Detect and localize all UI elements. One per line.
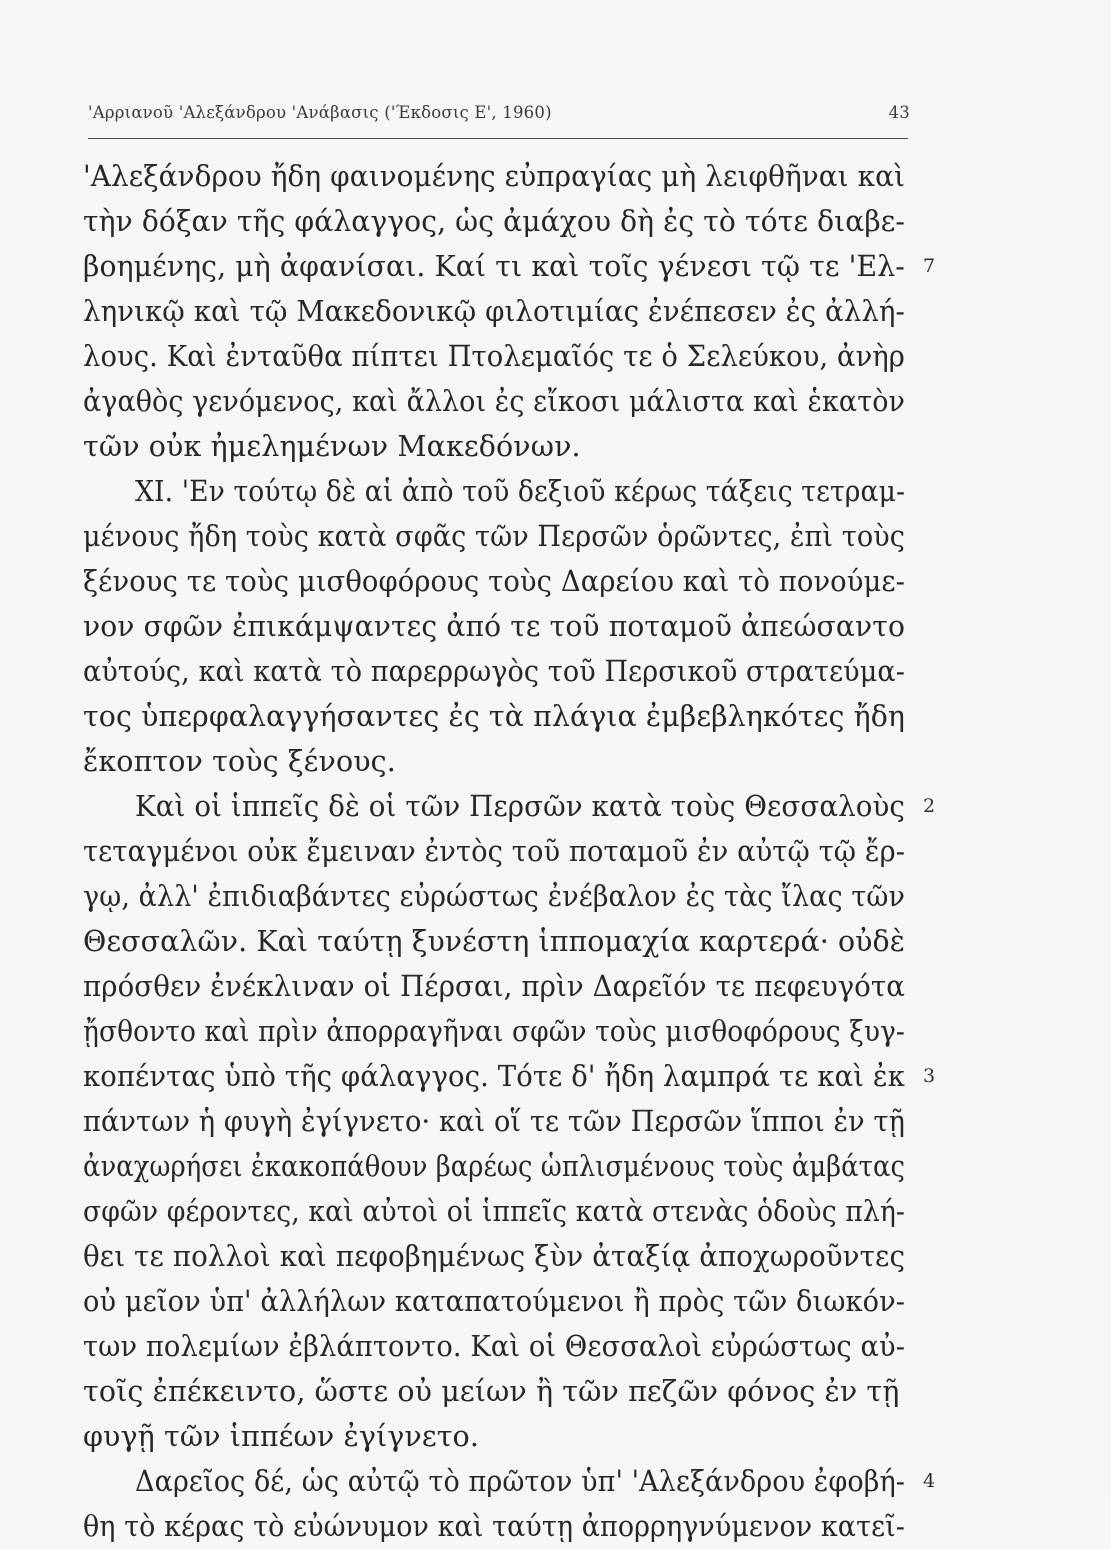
line-text: οὐ μεῖον ὑπ' ἀλλήλων καταπατούμενοι ἢ πρὸς τῶν διωκόν- [83, 1285, 906, 1318]
line-text: κοπέντας ὑπὸ τῆς φάλαγγος. Τότε δ' ἤδη λαμπρά τε καὶ ἐκ [83, 1060, 906, 1093]
line-text: ἀγαθὸς γενόμενος, καὶ ἄλλοι ἐς εἴκοσι μάλιστα καὶ ἑκατὸν [83, 385, 905, 418]
text-line [83, 784, 936, 829]
margin-section-number: 7 [923, 255, 936, 277]
text-line [83, 154, 913, 199]
text-line [83, 1414, 913, 1459]
text-line [83, 829, 913, 874]
line-text: θει τε πολλοὶ καὶ πεφοβημένως ξὺν ἀταξίᾳ ἀποχωροῦντες [83, 1240, 906, 1273]
line-text: 'Αλεξάνδρου ἤδη φαινομένης εὐπραγίας μὴ λειφθῆναι καὶ [83, 160, 906, 193]
text-line [83, 1369, 913, 1414]
line-text: τεταγμένοι οὐκ ἔμειναν ἐντὸς τοῦ ποταμοῦ ἐν αὐτῷ τῷ ἔρ- [83, 835, 906, 868]
line-text: λους. Καὶ ἐνταῦθα πίπτει Πτολεμαῖός τε ὁ Σελεύκου, ἀνὴρ [83, 340, 905, 373]
page-number: 43 [888, 103, 910, 122]
text-line [83, 1054, 936, 1099]
line-text: αὐτούς, καὶ κατὰ τὸ παρερρωγὸς τοῦ Περσικοῦ στρατεύμα- [83, 655, 905, 688]
running-header [88, 103, 910, 131]
line-text: Καὶ οἱ ἱππεῖς δὲ οἱ τῶν Περσῶν κατὰ τοὺς Θεσσαλοὺς [135, 790, 905, 823]
margin-section-number: 4 [923, 1470, 936, 1492]
text-line [83, 739, 913, 784]
line-text: βοημένης, μὴ ἀφανίσαι. Καί τι καὶ τοῖς γένεσι τῷ τε 'Ελ- [83, 250, 905, 283]
text-line [83, 694, 913, 739]
margin-section-number: 3 [923, 1065, 936, 1087]
text-line [83, 1504, 913, 1549]
text-line [83, 1279, 913, 1324]
text-line [83, 1324, 913, 1369]
text-line [83, 379, 913, 424]
line-text: τοῖς ἐπέκειντο, ὥστε οὐ μείων ἢ τῶν πεζῶν φόνος ἐν τῇ [83, 1375, 900, 1408]
text-line [83, 1234, 913, 1279]
line-text: θη τὸ κέρας τὸ εὐώνυμον καὶ ταύτῃ ἀπορρηγνύμενον κατεῖ- [83, 1510, 905, 1543]
line-text: τῶν οὐκ ἠμελημένων Μακεδόνων. [83, 430, 581, 463]
text-line [83, 919, 913, 964]
text-line [83, 244, 936, 289]
text-line [83, 649, 913, 694]
line-text: γῳ, ἀλλ' ἐπιδιαβάντες εὐρώστως ἐνέβαλον ἐς τὰς ἴλας τῶν [83, 880, 906, 913]
running-title: 'Αρριανοῦ 'Αλεξάνδρου 'Ανάβασις ('Έκδοσις Ε', 1960) [88, 103, 552, 122]
text-line [83, 604, 913, 649]
line-text: ληνικῷ καὶ τῷ Μακεδονικῷ φιλοτιμίας ἐνέπεσεν ἐς ἀλλή- [83, 295, 905, 328]
line-text: ἀναχωρήσει ἐκακοπάθουν βαρέως ὡπλισμένους τοὺς ἀμβάτας [83, 1150, 905, 1183]
line-text: σφῶν φέροντες, καὶ αὐτοὶ οἱ ἱππεῖς κατὰ στενὰς ὁδοὺς πλή- [83, 1195, 906, 1228]
text-line [83, 1144, 913, 1189]
text-line [83, 289, 913, 334]
text-line [83, 199, 913, 244]
text-line [83, 1099, 913, 1144]
text-line [83, 469, 913, 514]
text-line [83, 424, 913, 469]
text-body [83, 154, 936, 1549]
line-text: ἔκοπτον τοὺς ξένους. [83, 745, 396, 778]
line-text: Θεσσαλῶν. Καὶ ταύτῃ ξυνέστη ἱππομαχία καρτερά· οὐδὲ [83, 925, 906, 958]
line-text: πάντων ἡ φυγὴ ἐγίγνετο· καὶ οἵ τε τῶν Περσῶν ἵπποι ἐν τῇ [83, 1105, 906, 1138]
line-text: ᾔσθοντο καὶ πρὶν ἀπορραγῆναι σφῶν τοὺς μισθοφόρους ξυγ- [83, 1015, 905, 1048]
text-line [83, 1009, 913, 1054]
text-line [83, 964, 913, 1009]
text-line [83, 874, 913, 919]
line-text: τος ὑπερφαλαγγήσαντες ἐς τὰ πλάγια ἐμβεβληκότες ἤδη [83, 700, 905, 733]
line-text: XI. 'Εν τούτῳ δὲ αἱ ἀπὸ τοῦ δεξιοῦ κέρως τάξεις τετραμ- [135, 475, 906, 508]
line-text: πρόσθεν ἐνέκλιναν οἱ Πέρσαι, πρὶν Δαρεῖόν τε πεφευγότα [83, 970, 906, 1003]
text-line [83, 334, 913, 379]
text-line [83, 559, 913, 604]
margin-section-number: 2 [923, 795, 936, 817]
line-text: των πολεμίων ἐβλάπτοντο. Καὶ οἱ Θεσσαλοὶ εὐρώστως αὐ- [83, 1330, 906, 1363]
line-text: νον σφῶν ἐπικάμψαντες ἀπό τε τοῦ ποταμοῦ ἀπεώσαντο [83, 610, 906, 643]
text-line [83, 1189, 913, 1234]
line-text: φυγῇ τῶν ἱππέων ἐγίγνετο. [83, 1420, 479, 1453]
line-text: Δαρεῖος δέ, ὡς αὐτῷ τὸ πρῶτον ὑπ' 'Αλεξάνδρου ἐφοβή- [135, 1465, 905, 1498]
line-text: ξένους τε τοὺς μισθοφόρους τοὺς Δαρείου καὶ τὸ πονούμε- [83, 565, 906, 598]
line-text: τὴν δόξαν τῆς φάλαγγος, ὡς ἀμάχου δὴ ἐς τὸ τότε διαβε- [83, 205, 906, 238]
text-line [83, 514, 913, 559]
line-text: μένους ἤδη τοὺς κατὰ σφᾶς τῶν Περσῶν ὁρῶντες, ἐπὶ τοὺς [83, 520, 906, 553]
header-rule [88, 138, 908, 139]
text-line [83, 1459, 936, 1504]
